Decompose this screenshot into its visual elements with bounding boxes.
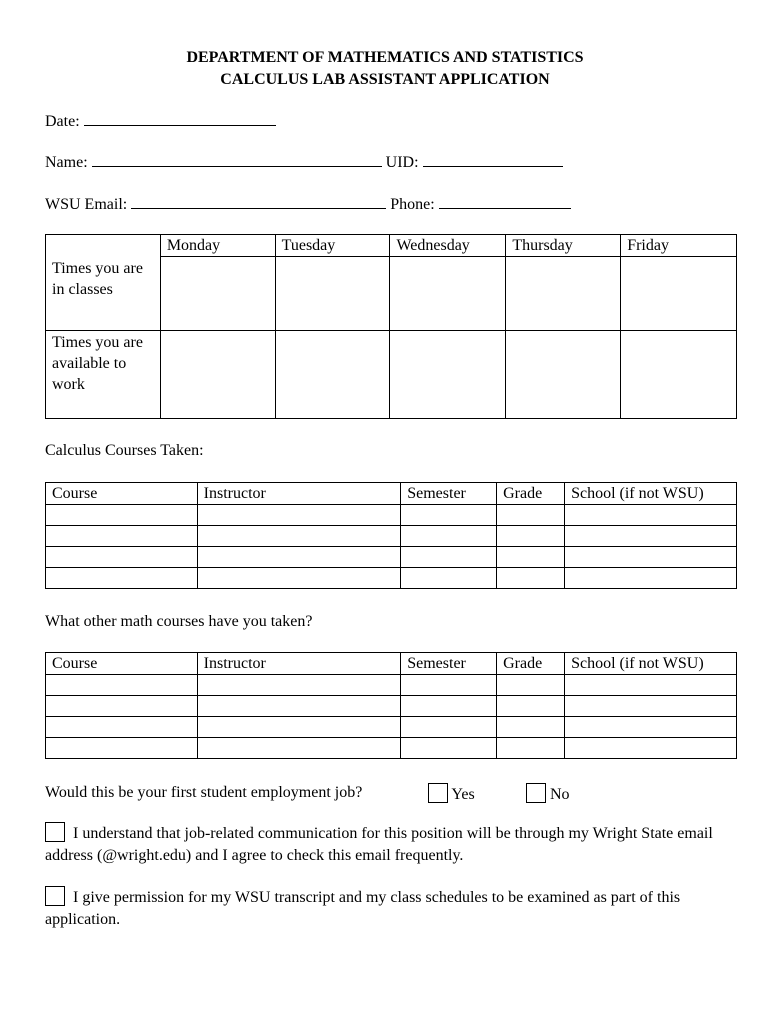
phone-field[interactable] [439,194,571,209]
table-row [46,717,737,738]
transcript-agreement-text: I give permission for my WSU transcript and my class schedules to be examined as part of this application. [45,889,681,928]
column-header-instructor: Instructor [197,483,401,505]
yes-label: Yes [451,786,475,803]
table-cell[interactable] [401,505,497,526]
column-header-grade: Grade [497,483,565,505]
yes-option [428,783,475,805]
table-cell[interactable] [401,675,497,696]
name-label: Name: [45,154,88,171]
day-header-wednesday: Wednesday [390,235,506,257]
email-agreement-checkbox[interactable] [45,822,65,842]
table-cell[interactable] [497,526,565,547]
uid-field[interactable] [423,152,563,167]
email-agreement-text: I understand that job-related communication for this position will be through my Wright State email address (@wright.edu) and I agree to check this email frequently. [45,825,713,864]
table-row [46,738,737,759]
schedule-cell[interactable] [160,331,275,419]
table-cell[interactable] [565,675,737,696]
table-row [46,505,737,526]
table-cell[interactable] [401,738,497,759]
table-cell[interactable] [46,526,198,547]
table-cell[interactable] [401,526,497,547]
table-cell[interactable] [497,505,565,526]
day-header-monday: Monday [160,235,275,257]
calculus-header-row [46,483,737,505]
table-row [46,568,737,589]
table-cell[interactable] [565,696,737,717]
no-option [526,783,570,805]
column-header-semester: Semester [401,653,497,675]
column-header-school: School (if not WSU) [565,483,737,505]
yes-checkbox[interactable] [428,783,448,803]
table-row [46,526,737,547]
table-cell[interactable] [565,568,737,589]
schedule-cell[interactable] [621,331,737,419]
table-cell[interactable] [497,717,565,738]
table-cell[interactable] [565,526,737,547]
no-label: No [550,786,570,803]
day-header-tuesday: Tuesday [275,235,390,257]
day-header-friday: Friday [621,235,737,257]
calculus-courses-table [45,482,737,589]
transcript-agreement-checkbox[interactable] [45,886,65,906]
email-label: WSU Email: [45,196,128,213]
date-field[interactable] [84,111,276,126]
uid-label: UID: [385,154,419,171]
table-cell[interactable] [197,717,401,738]
calculus-heading: Calculus Courses Taken: [45,442,204,459]
other-math-courses-table [45,652,737,759]
table-cell[interactable] [565,717,737,738]
table-cell[interactable] [497,675,565,696]
table-cell[interactable] [197,675,401,696]
table-cell[interactable] [401,547,497,568]
table-cell[interactable] [197,568,401,589]
other-math-header-row [46,653,737,675]
schedule-cell[interactable] [621,257,737,331]
table-cell[interactable] [46,696,198,717]
schedule-table [45,234,737,419]
table-row [46,675,737,696]
table-cell[interactable] [197,547,401,568]
column-header-semester: Semester [401,483,497,505]
table-cell[interactable] [46,547,198,568]
schedule-cell[interactable] [275,257,390,331]
form-title: CALCULUS LAB ASSISTANT APPLICATION [220,71,550,88]
table-row [46,696,737,717]
table-cell[interactable] [197,505,401,526]
employment-question: Would this be your first student employment job? [45,784,363,801]
table-row [46,547,737,568]
table-cell[interactable] [401,568,497,589]
schedule-cell[interactable] [506,331,621,419]
table-cell[interactable] [46,505,198,526]
column-header-school: School (if not WSU) [565,653,737,675]
other-math-heading: What other math courses have you taken? [45,613,313,630]
phone-label: Phone: [390,196,435,213]
column-header-instructor: Instructor [197,653,401,675]
schedule-corner-cell [46,235,161,257]
table-cell[interactable] [401,717,497,738]
column-header-grade: Grade [497,653,565,675]
table-cell[interactable] [46,675,198,696]
schedule-header-row [46,235,737,257]
name-row [45,152,563,173]
department-name: DEPARTMENT OF MATHEMATICS AND STATISTICS [186,49,584,66]
schedule-row-available [46,331,737,419]
table-cell[interactable] [46,717,198,738]
schedule-cell[interactable] [390,257,506,331]
email-field[interactable] [131,194,386,209]
row-label-in-classes: Times you are in classes [46,257,161,331]
table-cell[interactable] [565,738,737,759]
date-label: Date: [45,113,80,130]
form-header [0,47,770,91]
table-cell[interactable] [197,696,401,717]
schedule-cell[interactable] [506,257,621,331]
table-cell[interactable] [197,526,401,547]
table-cell[interactable] [401,696,497,717]
email-agreement [45,822,735,867]
table-cell[interactable] [565,505,737,526]
email-row [45,194,571,215]
schedule-row-in-classes [46,257,737,331]
employment-row [45,783,362,803]
table-cell[interactable] [565,547,737,568]
table-cell[interactable] [497,738,565,759]
table-cell[interactable] [46,568,198,589]
column-header-course: Course [46,653,198,675]
table-cell[interactable] [497,547,565,568]
schedule-cell[interactable] [390,331,506,419]
table-cell[interactable] [497,696,565,717]
schedule-cell[interactable] [275,331,390,419]
column-header-course: Course [46,483,198,505]
row-label-available: Times you are available to work [46,331,161,419]
no-checkbox[interactable] [526,783,546,803]
date-row [45,111,276,132]
table-cell[interactable] [497,568,565,589]
transcript-agreement [45,886,735,931]
table-cell[interactable] [46,738,198,759]
table-cell[interactable] [197,738,401,759]
schedule-cell[interactable] [160,257,275,331]
name-field[interactable] [92,152,382,167]
day-header-thursday: Thursday [506,235,621,257]
